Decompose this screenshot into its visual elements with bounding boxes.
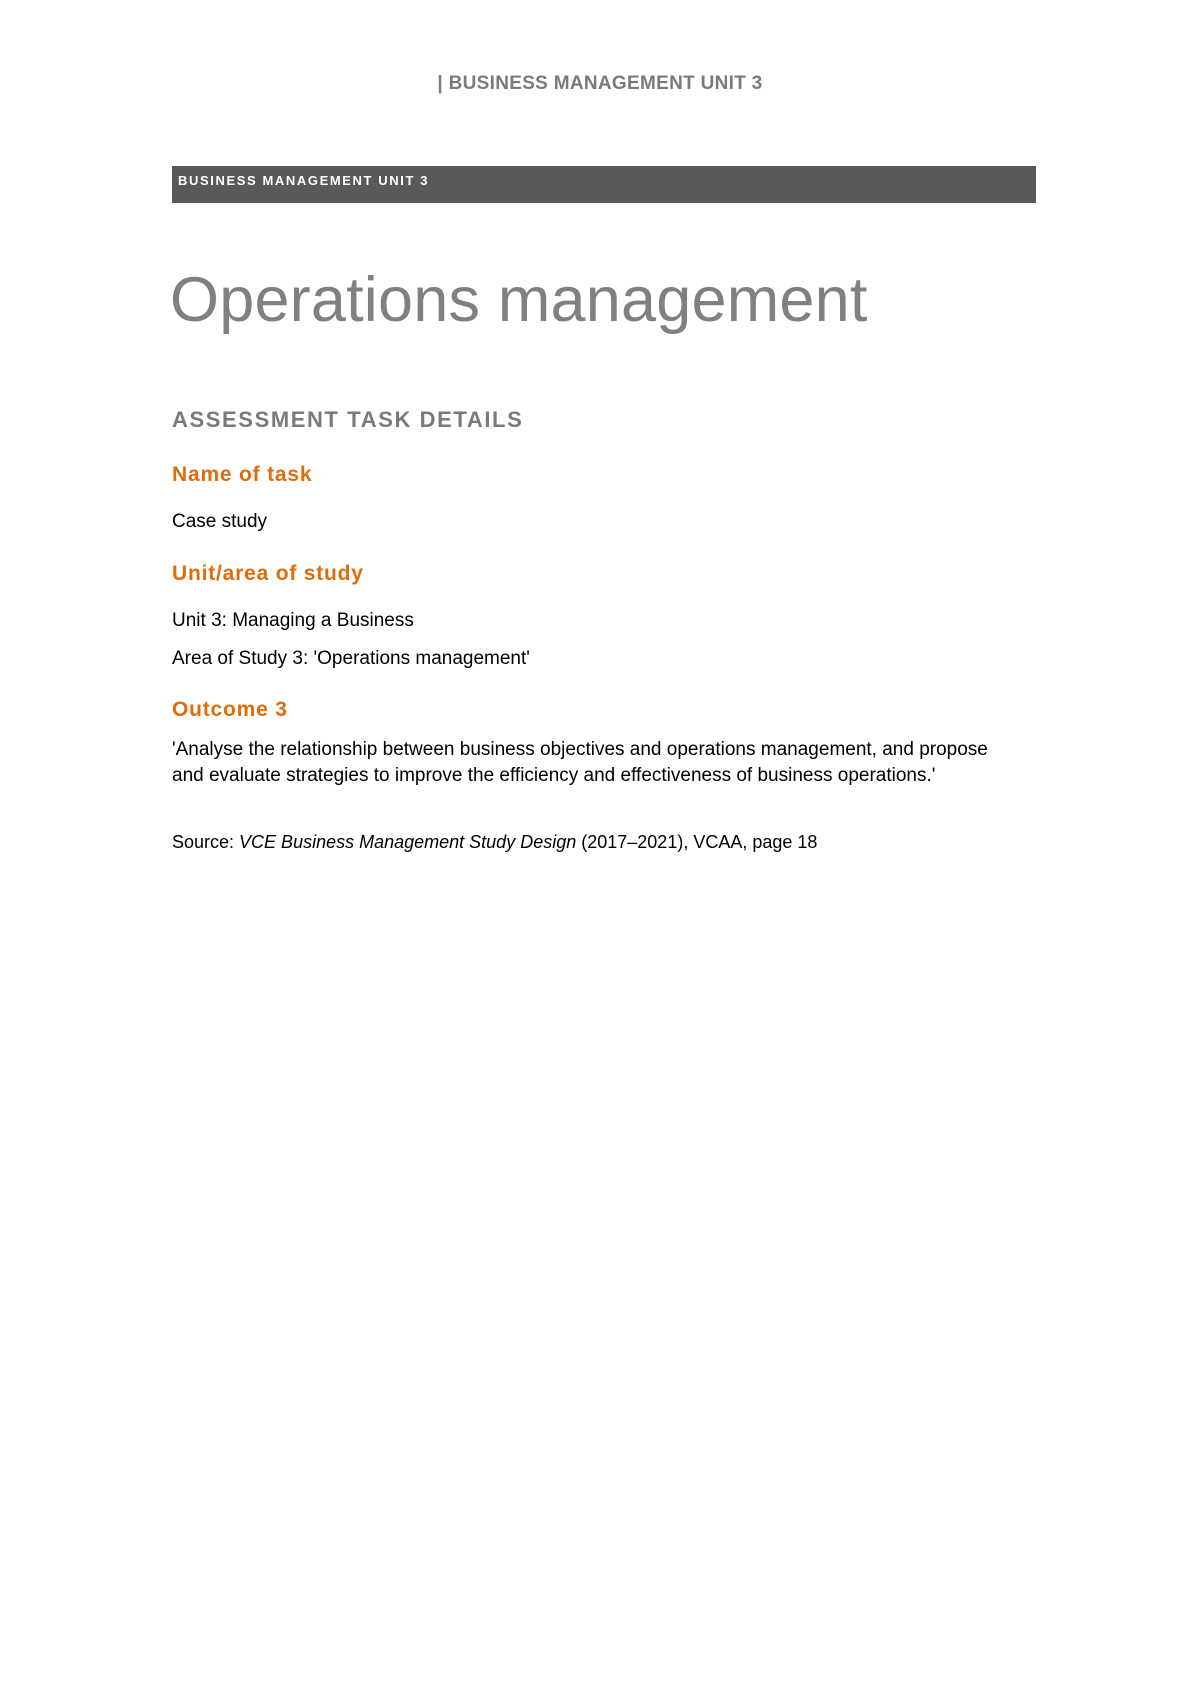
outcome-heading: Outcome 3	[172, 698, 288, 721]
source-suffix: (2017–2021), VCAA, page 18	[576, 832, 818, 852]
assessment-task-details-heading: ASSESSMENT TASK DETAILS	[172, 407, 524, 432]
running-header: | BUSINESS MANAGEMENT UNIT 3	[437, 73, 763, 94]
area-of-study-value: Area of Study 3: 'Operations management'	[172, 648, 530, 669]
banner-label: BUSINESS MANAGEMENT UNIT 3	[178, 173, 430, 188]
source-citation	[172, 829, 817, 855]
section-banner	[172, 166, 1036, 203]
unit-value: Unit 3: Managing a Business	[172, 610, 414, 631]
name-of-task-value: Case study	[172, 511, 268, 532]
source-prefix: Source:	[172, 832, 240, 852]
source-title: VCE Business Management Study Design	[239, 832, 577, 852]
page-title: Operations management	[170, 265, 868, 335]
name-of-task-heading: Name of task	[172, 463, 313, 486]
outcome-quote: 'Analyse the relationship between business objectives and operations management, and propose and evaluate strategies to improve the efficiency and effectiveness of business operations.'	[172, 739, 988, 786]
unit-area-heading: Unit/area of study	[172, 562, 364, 585]
